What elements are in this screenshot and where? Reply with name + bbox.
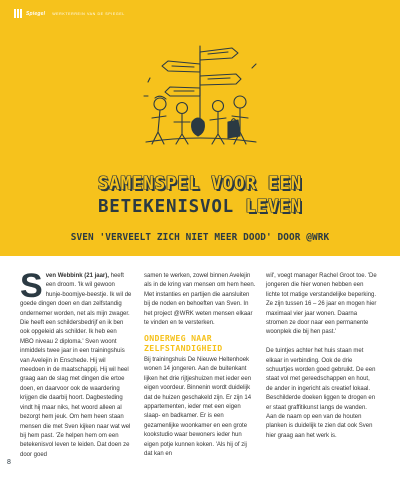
article-column-2 xyxy=(144,272,256,460)
article-column-1 xyxy=(20,267,132,460)
headline-word-light: LEVEN xyxy=(245,197,303,217)
headline-line-1: SAMENSPEL VOOR EEN xyxy=(97,174,303,194)
column-2-paragraph-2: Bij trainingshuis De Nieuwe Heltenhoek wonen 14 jongeren. Aan de buitenkant lijken het drie rijtjeshuizen met ieder een eigen voordeur. Binnenin wordt duidelijk dat de huizen geschakeld zijn. Er zijn 14 appartementen, ieder met een eigen slaap- en badkamer. Er is een gezamenlijke woonkamer en een grote kookstudio waar bewoners ieder hun eigen potje kunnen koken. 'Als hij of zij dat kan en xyxy=(144,357,252,458)
lead-name: ven Webbink (21 jaar), xyxy=(45,273,109,279)
column-2-paragraph-1: samen te werken, zowel binnen Avelejin als in de kring van mensen om hem heen. Met instanties en partijen die aansluiten bij de noden en behoeften van Sven. In het project @WRK weten mensen elkaar te vinden en te versterken. xyxy=(144,273,256,327)
column-3-paragraph-2: De tuintjes achter het huis staan met elkaar in verbinding. Ook de drie schuurtjes worden goed gebruikt. De een staat vol met gereedschappen en hout, de ander in ingericht als creatief lokaal. Beschilderde doeken liggen te drogen en er staat graffitikunst langs de wanden. Aan de naam op een van de houten planken is duidelijk te zien dat ook Sven hier graag aan het werk is. xyxy=(266,348,376,439)
section-marks-icon xyxy=(14,9,22,18)
page-number: 8 xyxy=(7,459,11,466)
headline-word-dark: BETEKENISVOL xyxy=(97,197,234,217)
intertitle: ONDERWEG NAAR ZELFSTANDIGHEID xyxy=(144,333,223,354)
section-subtitle: WERKTERREIN VAN DE SPIEGEL xyxy=(52,11,125,16)
column-1-text: heeft een droom. 'Ik wil gewoon hunje-boomjye-beestje. Ik wil de goede dingen doen en dan zelfstandig ondernemer worden, net als mijn zwager. Die heeft een schildersbedrijf en ik ben ook opgeleid als schilder. Ik heb een MBO niveau 2 diploma.' Sven woont inmiddels twee jaar in een trainingshuis van Avelejin in Enschede. Hij wil meedoen in de maatschappij. Hij wil heel graag aan de slag met dingen die ertoe doen, en daarvoor ook de waardering krijgen die daarbij hoort. Dagbesteding vindt hij maar niks, het woord alleen al bezorgt hem jeuk. Om hem heen staan mensen die met Sven kijken naar wat wel bij hem past. 'Ze helpen hem om een betekenisvol leven te leiden. Dat doen ze door goed xyxy=(20,273,132,458)
article-column-3 xyxy=(266,272,378,441)
column-3-paragraph-1: wil', voegt manager Rachel Groot toe. 'De jongeren die hier wonen hebben een lichte tot matige verstandelijke beperking. Ze zijn tussen 16 – 26 jaar en mogen hier maximaal vier jaar wonen. Daarna stromen ze door naar een permanente woonplek die bij hen past.' xyxy=(266,273,377,336)
section-name: Spiegel xyxy=(26,10,46,17)
signpost-illustration xyxy=(140,38,262,156)
article-subtitle: SVEN 'VERVEELT ZICH NIET MEER DOOD' DOOR @WRK xyxy=(70,232,330,243)
drop-cap: S xyxy=(20,267,43,305)
column-1-paragraph xyxy=(20,267,132,460)
headline-line-2 xyxy=(0,197,400,217)
section-header xyxy=(14,9,125,18)
